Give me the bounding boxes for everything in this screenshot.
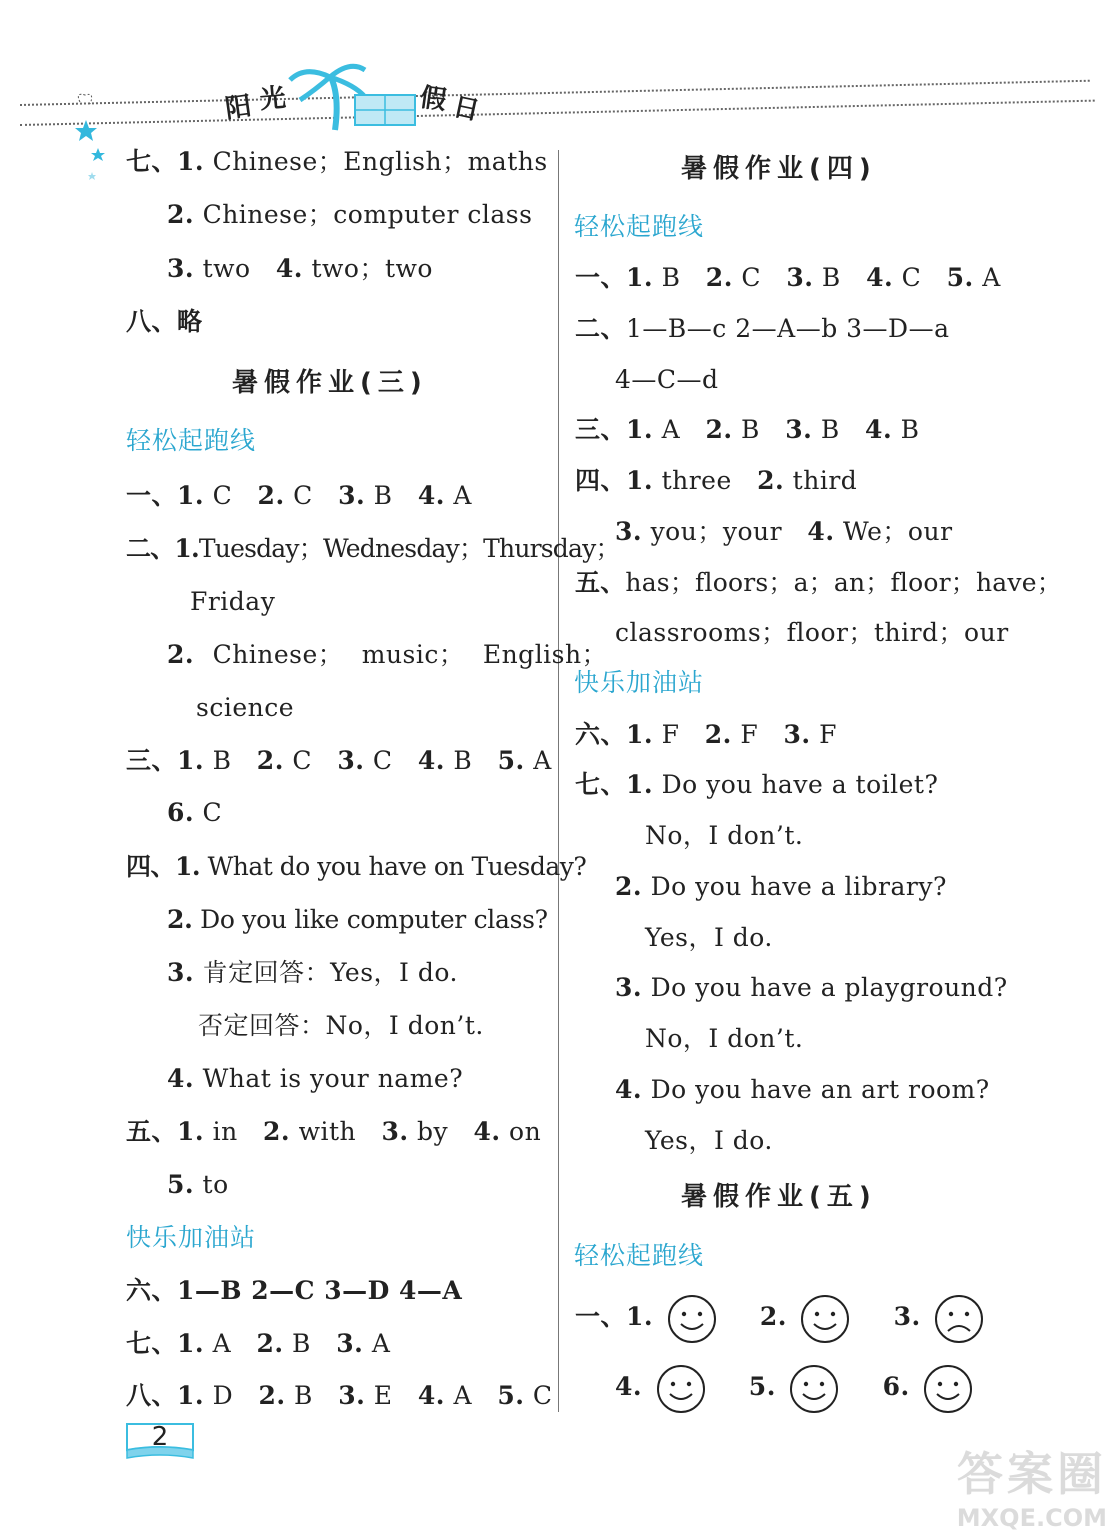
watermark-url: MXQE.COM (956, 1504, 1107, 1532)
answer-line: 五、has；floors；a；an；floor；have； (575, 568, 1062, 597)
answer-line: Friday (190, 587, 276, 616)
answer-line: 2. Do you like computer class? (167, 905, 548, 934)
answer-line: No，I don’t. (645, 1024, 804, 1053)
answer-line: 四、1. three 2. third (575, 466, 858, 495)
happy-face-icon (666, 1293, 718, 1345)
svg-text:光: 光 (258, 83, 288, 116)
page-number: 2 (151, 1422, 169, 1452)
answer-line: 3. 肯定回答：Yes，I do. (167, 958, 458, 987)
header-dotted-line-1 (20, 80, 1090, 106)
section-title: 暑假作业(四) (681, 154, 877, 184)
answer-line: 二、1.Tuesday；Wednesday；Thursday； (126, 534, 620, 563)
answer-line: 一、1. 2. 3. (575, 1292, 985, 1345)
section-title: 暑假作业(三) (232, 368, 428, 398)
answer-line: 三、1. A 2. B 3. B 4. B (575, 415, 920, 444)
answer-line: 4. Do you have an art room? (615, 1075, 990, 1104)
header-dotted-line-2 (20, 100, 1095, 126)
answer-line: 4—C—d (615, 365, 719, 394)
subsection-heading: 快乐加油站 (574, 668, 705, 697)
svg-text:假: 假 (418, 82, 449, 117)
answer-line: 八、略 (126, 307, 203, 336)
answer-line: 一、1. B 2. C 3. B 4. C 5. A (575, 263, 1001, 292)
answer-line: 3. Do you have a playground? (615, 973, 1008, 1002)
answer-line: 否定回答：No，I don’t. (198, 1011, 484, 1040)
answer-line: 6. C (167, 798, 223, 827)
answer-line: 七、1. Do you have a toilet? (575, 770, 939, 799)
answer-line: 2. Chinese；computer class (167, 200, 533, 229)
answer-line: Yes，I do. (645, 923, 773, 952)
subsection-heading: 轻松起跑线 (574, 212, 705, 241)
answer-line: 2. Do you have a library? (615, 872, 947, 901)
answer-line: 三、1. B 2. C 3. C 4. B 5. A (126, 746, 552, 775)
happy-face-icon (799, 1293, 851, 1345)
answer-line: classrooms；floor；third；our (615, 618, 1009, 647)
happy-face-icon (922, 1363, 974, 1415)
answer-line: 一、1. C 2. C 3. B 4. A (126, 481, 472, 510)
answer-line: 七、1. A 2. B 3. A (126, 1329, 391, 1358)
answer-line: 六、1. F 2. F 3. F (575, 720, 837, 749)
svg-text:日: 日 (450, 91, 483, 127)
answer-line: 四、1. What do you have on Tuesday? (126, 852, 587, 881)
answer-line: 2. Chinese； music； English； (167, 640, 608, 669)
answer-line: 4. What is your name? (167, 1064, 464, 1093)
answer-line: 六、1—B 2—C 3—D 4—A (126, 1276, 463, 1305)
star-decoration-icon (70, 92, 110, 192)
svg-text:阳: 阳 (223, 91, 254, 125)
answer-line: 五、1. in 2. with 3. by 4. on (126, 1117, 542, 1146)
answer-line: 3. you；your 4. We；our (615, 517, 953, 546)
page-number-book-icon (124, 1420, 196, 1462)
answer-line: 八、1. D 2. B 3. E 4. A 5. C (126, 1381, 553, 1410)
answer-line: No，I don’t. (645, 821, 804, 850)
column-divider (558, 150, 559, 1412)
sad-face-icon (933, 1293, 985, 1345)
answer-line: 七、1. Chinese；English；maths (126, 147, 548, 176)
answer-line: 二、1—B—c 2—A—b 3—D—a (575, 314, 950, 343)
happy-face-icon (788, 1363, 840, 1415)
subsection-heading: 轻松起跑线 (574, 1241, 705, 1270)
subsection-heading: 轻松起跑线 (126, 426, 257, 455)
answer-line: 4. 5. 6. (615, 1362, 974, 1415)
happy-face-icon (655, 1363, 707, 1415)
sunshine-holiday-logo (215, 55, 505, 135)
answer-line: 3. two 4. two；two (167, 254, 433, 283)
answer-line: Yes，I do. (645, 1126, 773, 1155)
watermark-text: 答案圈 (957, 1447, 1107, 1501)
watermark-logo (907, 1438, 1107, 1532)
section-title: 暑假作业(五) (681, 1182, 877, 1212)
answer-line: 5. to (167, 1170, 229, 1199)
answer-line: science (196, 693, 295, 722)
subsection-heading: 快乐加油站 (126, 1223, 257, 1252)
